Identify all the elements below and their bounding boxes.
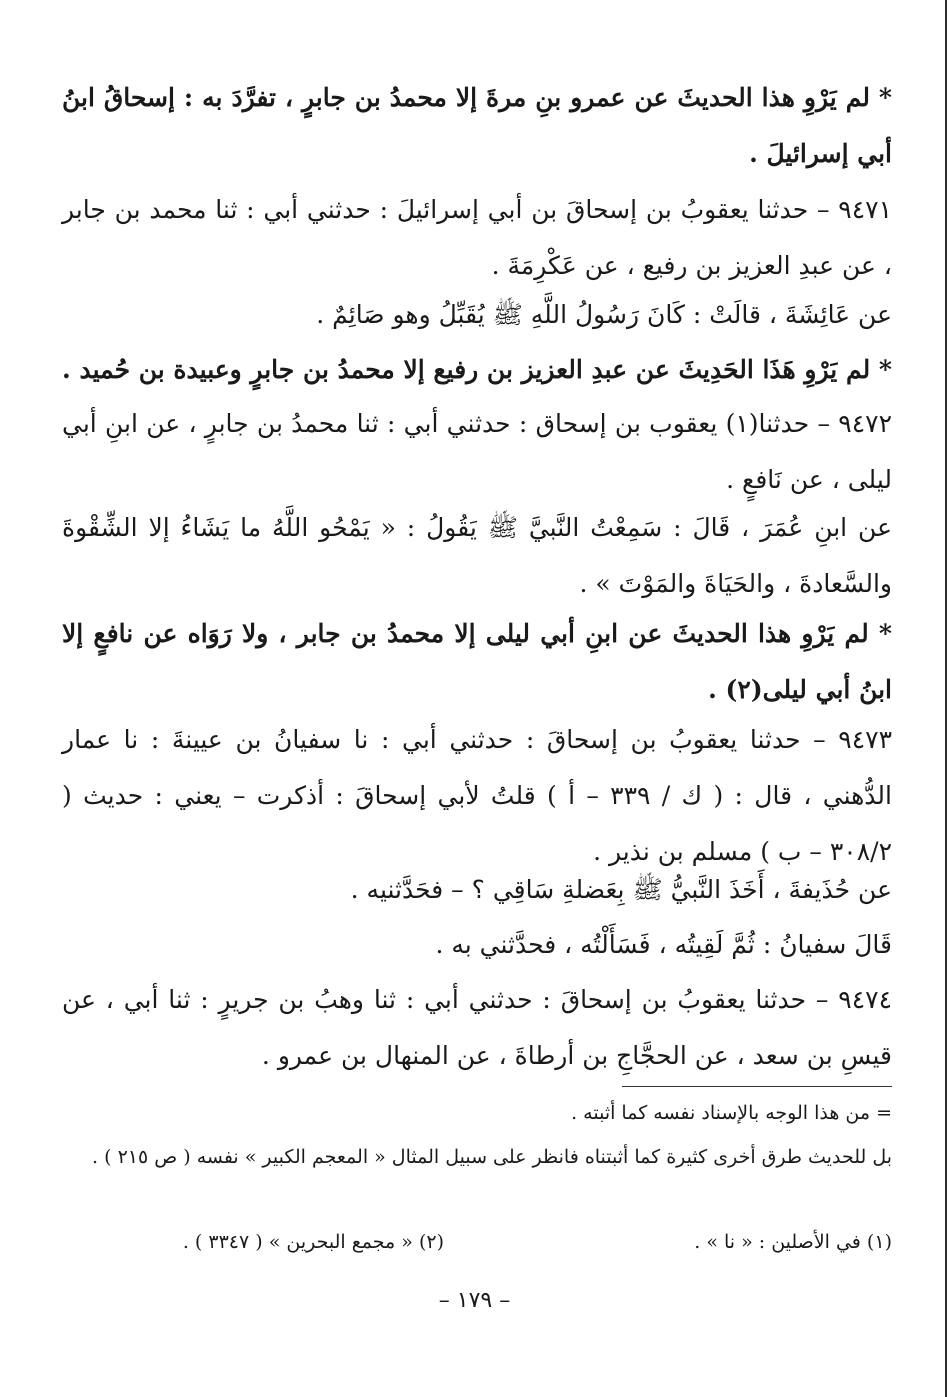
paragraph-hadith-9472: ٩٤٧٢ – حدثنا(١) يعقوب بن إسحاق : حدثني أبي : ثنا محمدُ بن جابرٍ ، عن ابنِ أبي ليلى ، عن نَافعٍ .: [62, 409, 892, 494]
page-edge-line: [945, 0, 947, 1397]
paragraph-matn-9473: عن حُذَيفةَ ، أَخَذَ النَّبيُّ ﷺ بِعَضلةِ سَاقِي ؟ – فحَدَّثنيه .: [350, 875, 892, 904]
paragraph-hadith-9471: ٩٤٧١ – حدثنا يعقوبُ بن إسحاقَ بن أبي إسرائيلَ : حدثني أبي : ثنا محمد بن جابر ، عن عبدِ العزيز بن رفيع ، عن عَكْرِمَةَ .: [62, 195, 892, 280]
footnote-1: (١) في الأصلين : « نا » .: [694, 1231, 892, 1253]
footnote-continuation-2: بل للحديث طرق أخرى كثيرة كما أثبتناه فانظر على سبيل المثال « المعجم الكبير » نفسه ( ص ٢١٥ ) .: [92, 1146, 892, 1168]
paragraph-hadith-9473: ٩٤٧٣ – حدثنا يعقوبُ بن إسحاقَ : حدثني أبي : نا سفيانُ بن عيينةَ : نا عمار الدُّهني ، قال : ( ك / ٣٣٩ – أ ) قلتُ لأبي إسحاقَ : أذكرت – يعني : حديث ( ٣٠٨/٢ – ب ) مسلم بن نذير .: [62, 725, 892, 866]
paragraph-note-2: * لم يَرْوِ هَذَا الحَدِيثَ عن عبدِ العزيز بن رفيع إلا محمدُ بن جابرٍ وعبيدة بن حُميد .: [62, 355, 892, 384]
paragraph-note-3: * لم يَرْوِ هذا الحديثَ عن ابنِ أبي ليلى إلا محمدُ بن جابر ، ولا رَوَاه عن نافعٍ إلا ابنُ أبي ليلى(٢) .: [62, 619, 892, 704]
footnote-2: (٢) « مجمع البحرين » ( ٣٣٤٧ ) .: [182, 1231, 444, 1253]
paragraph-hadith-9474: ٩٤٧٤ – حدثنا يعقوبُ بن إسحاقَ : حدثني أبي : ثنا وهبُ بن جريرٍ : ثنا أبي ، عن قيسِ بن سعد ، عن الحجَّاجِ بن أرطاةَ ، عن المنهال بن عمرو .: [62, 985, 892, 1070]
footnote-continuation-1: = من هذا الوجه بالإسناد نفسه كما أثبته .: [571, 1102, 892, 1124]
paragraph-matn-9472: عن ابنِ عُمَرَ ، قَالَ : سَمِعْتُ النَّبيَّ ﷺ يَقُولُ : « يَمْحُو اللَّهُ ما يَشَاءُ إلا الشِّقْوةَ والسَّعادةَ ، والحَيَاةَ والمَوْتَ » .: [62, 513, 892, 598]
paragraph-sufyan-9473: قَالَ سفيانُ : ثُمَّ لَقِيتُه ، فَسَأَلْتُه ، فحدَّثني به .: [435, 930, 892, 959]
paragraph-matn-9471: عن عَائِشَةَ ، قالَتْ : كَانَ رَسُولُ اللَّهِ ﷺ يُقَبِّلُ وهو صَائِمٌ .: [316, 300, 892, 329]
paragraph-note-1: * لم يَرْوِ هذا الحديثَ عن عمرو بنِ مرةَ إلا محمدُ بن جابرٍ ، تفرَّدَ به : إسحاقُ ابنُ أبي إسرائيلَ .: [62, 83, 892, 168]
page-number: – ١٧٩ –: [438, 1288, 511, 1313]
footnote-separator: [622, 1086, 892, 1087]
